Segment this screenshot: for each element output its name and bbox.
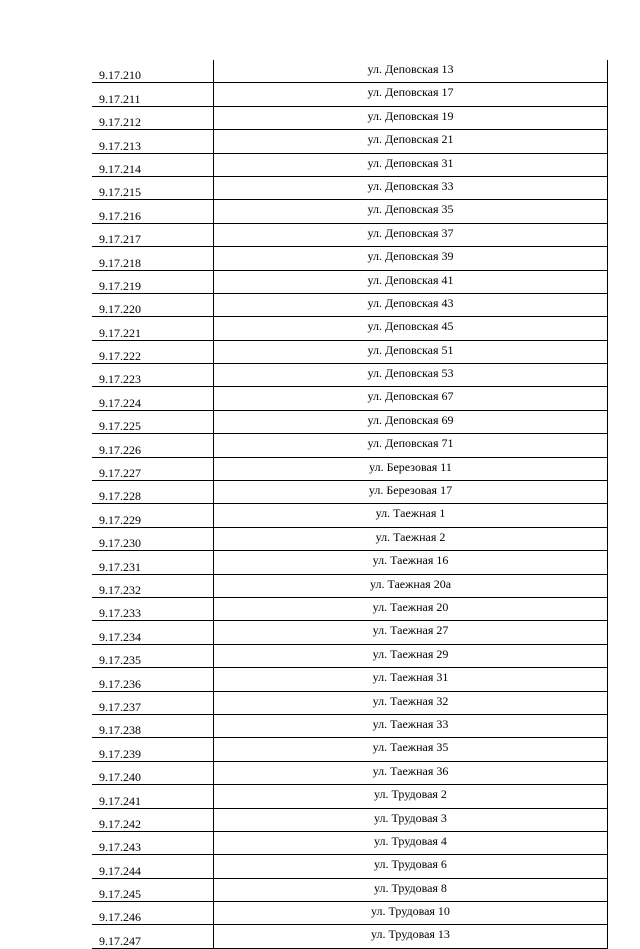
table-row xyxy=(92,83,608,106)
table-row xyxy=(92,387,608,410)
row-code: 9.17.235 xyxy=(92,644,214,667)
row-code: 9.17.243 xyxy=(92,831,214,854)
table-row xyxy=(92,551,608,574)
table-row xyxy=(92,364,608,387)
row-address: ул. Деповская 33 xyxy=(214,176,608,199)
table-row xyxy=(92,200,608,223)
row-address: ул. Таежная 32 xyxy=(214,691,608,714)
table-row xyxy=(92,130,608,153)
row-address: ул. Таежная 27 xyxy=(214,621,608,644)
row-address: ул. Трудовая 6 xyxy=(214,855,608,878)
row-address: ул. Деповская 21 xyxy=(214,130,608,153)
table-row xyxy=(92,761,608,784)
row-code: 9.17.226 xyxy=(92,434,214,457)
table-row xyxy=(92,434,608,457)
table-row xyxy=(92,270,608,293)
row-code: 9.17.232 xyxy=(92,574,214,597)
row-code: 9.17.214 xyxy=(92,153,214,176)
table-row xyxy=(92,176,608,199)
table-row xyxy=(92,902,608,925)
table-row xyxy=(92,574,608,597)
table-row xyxy=(92,247,608,270)
row-code: 9.17.231 xyxy=(92,551,214,574)
table-row xyxy=(92,410,608,433)
row-code: 9.17.233 xyxy=(92,597,214,620)
row-address: ул. Березовая 11 xyxy=(214,457,608,480)
row-address: ул. Таежная 31 xyxy=(214,668,608,691)
row-code: 9.17.245 xyxy=(92,878,214,901)
table-row xyxy=(92,457,608,480)
row-code: 9.17.212 xyxy=(92,106,214,129)
row-code: 9.17.220 xyxy=(92,293,214,316)
row-code: 9.17.210 xyxy=(92,60,214,83)
row-code: 9.17.242 xyxy=(92,808,214,831)
table-row xyxy=(92,785,608,808)
row-code: 9.17.221 xyxy=(92,317,214,340)
row-address: ул. Деповская 37 xyxy=(214,223,608,246)
row-address: ул. Таежная 20а xyxy=(214,574,608,597)
row-code: 9.17.219 xyxy=(92,270,214,293)
row-address: ул. Деповская 45 xyxy=(214,317,608,340)
row-code: 9.17.218 xyxy=(92,247,214,270)
row-address: ул. Деповская 17 xyxy=(214,83,608,106)
table-row xyxy=(92,808,608,831)
row-address: ул. Деповская 35 xyxy=(214,200,608,223)
table-row xyxy=(92,340,608,363)
row-code: 9.17.217 xyxy=(92,223,214,246)
row-code: 9.17.225 xyxy=(92,410,214,433)
table-row xyxy=(92,153,608,176)
row-code: 9.17.237 xyxy=(92,691,214,714)
row-address: ул. Деповская 51 xyxy=(214,340,608,363)
table-row xyxy=(92,481,608,504)
table-row xyxy=(92,317,608,340)
row-address: ул. Деповская 53 xyxy=(214,364,608,387)
address-table xyxy=(92,60,608,949)
row-address: ул. Березовая 17 xyxy=(214,481,608,504)
table-row xyxy=(92,597,608,620)
table-row xyxy=(92,106,608,129)
row-code: 9.17.215 xyxy=(92,176,214,199)
row-address: ул. Деповская 41 xyxy=(214,270,608,293)
row-code: 9.17.230 xyxy=(92,527,214,550)
table-row xyxy=(92,644,608,667)
row-code: 9.17.211 xyxy=(92,83,214,106)
row-address: ул. Таежная 33 xyxy=(214,714,608,737)
row-code: 9.17.234 xyxy=(92,621,214,644)
row-code: 9.17.238 xyxy=(92,714,214,737)
table-row xyxy=(92,60,608,83)
row-address: ул. Таежная 35 xyxy=(214,738,608,761)
row-address: ул. Трудовая 2 xyxy=(214,785,608,808)
table-row xyxy=(92,668,608,691)
table-row xyxy=(92,527,608,550)
row-code: 9.17.240 xyxy=(92,761,214,784)
row-address: ул. Трудовая 10 xyxy=(214,902,608,925)
row-code: 9.17.227 xyxy=(92,457,214,480)
row-code: 9.17.247 xyxy=(92,925,214,948)
row-address: ул. Таежная 36 xyxy=(214,761,608,784)
address-table-body xyxy=(92,60,608,948)
row-address: ул. Таежная 1 xyxy=(214,504,608,527)
row-code: 9.17.246 xyxy=(92,902,214,925)
row-code: 9.17.213 xyxy=(92,130,214,153)
row-address: ул. Деповская 19 xyxy=(214,106,608,129)
row-code: 9.17.223 xyxy=(92,364,214,387)
row-code: 9.17.241 xyxy=(92,785,214,808)
row-address: ул. Деповская 67 xyxy=(214,387,608,410)
row-code: 9.17.224 xyxy=(92,387,214,410)
table-row xyxy=(92,831,608,854)
row-code: 9.17.216 xyxy=(92,200,214,223)
table-row xyxy=(92,691,608,714)
table-row xyxy=(92,504,608,527)
row-address: ул. Деповская 13 xyxy=(214,60,608,83)
row-address: ул. Деповская 71 xyxy=(214,434,608,457)
row-address: ул. Трудовая 3 xyxy=(214,808,608,831)
row-code: 9.17.236 xyxy=(92,668,214,691)
table-row xyxy=(92,925,608,948)
row-address: ул. Таежная 2 xyxy=(214,527,608,550)
table-row xyxy=(92,223,608,246)
row-code: 9.17.229 xyxy=(92,504,214,527)
table-row xyxy=(92,855,608,878)
table-row xyxy=(92,738,608,761)
row-address: ул. Таежная 29 xyxy=(214,644,608,667)
row-address: ул. Деповская 31 xyxy=(214,153,608,176)
table-row xyxy=(92,293,608,316)
row-address: ул. Деповская 69 xyxy=(214,410,608,433)
row-address: ул. Таежная 16 xyxy=(214,551,608,574)
row-address: ул. Деповская 39 xyxy=(214,247,608,270)
table-row xyxy=(92,621,608,644)
row-address: ул. Трудовая 8 xyxy=(214,878,608,901)
row-code: 9.17.222 xyxy=(92,340,214,363)
table-row xyxy=(92,878,608,901)
row-address: ул. Деповская 43 xyxy=(214,293,608,316)
row-address: ул. Таежная 20 xyxy=(214,597,608,620)
table-row xyxy=(92,714,608,737)
row-code: 9.17.228 xyxy=(92,481,214,504)
row-code: 9.17.239 xyxy=(92,738,214,761)
row-address: ул. Трудовая 13 xyxy=(214,925,608,948)
row-address: ул. Трудовая 4 xyxy=(214,831,608,854)
row-code: 9.17.244 xyxy=(92,855,214,878)
